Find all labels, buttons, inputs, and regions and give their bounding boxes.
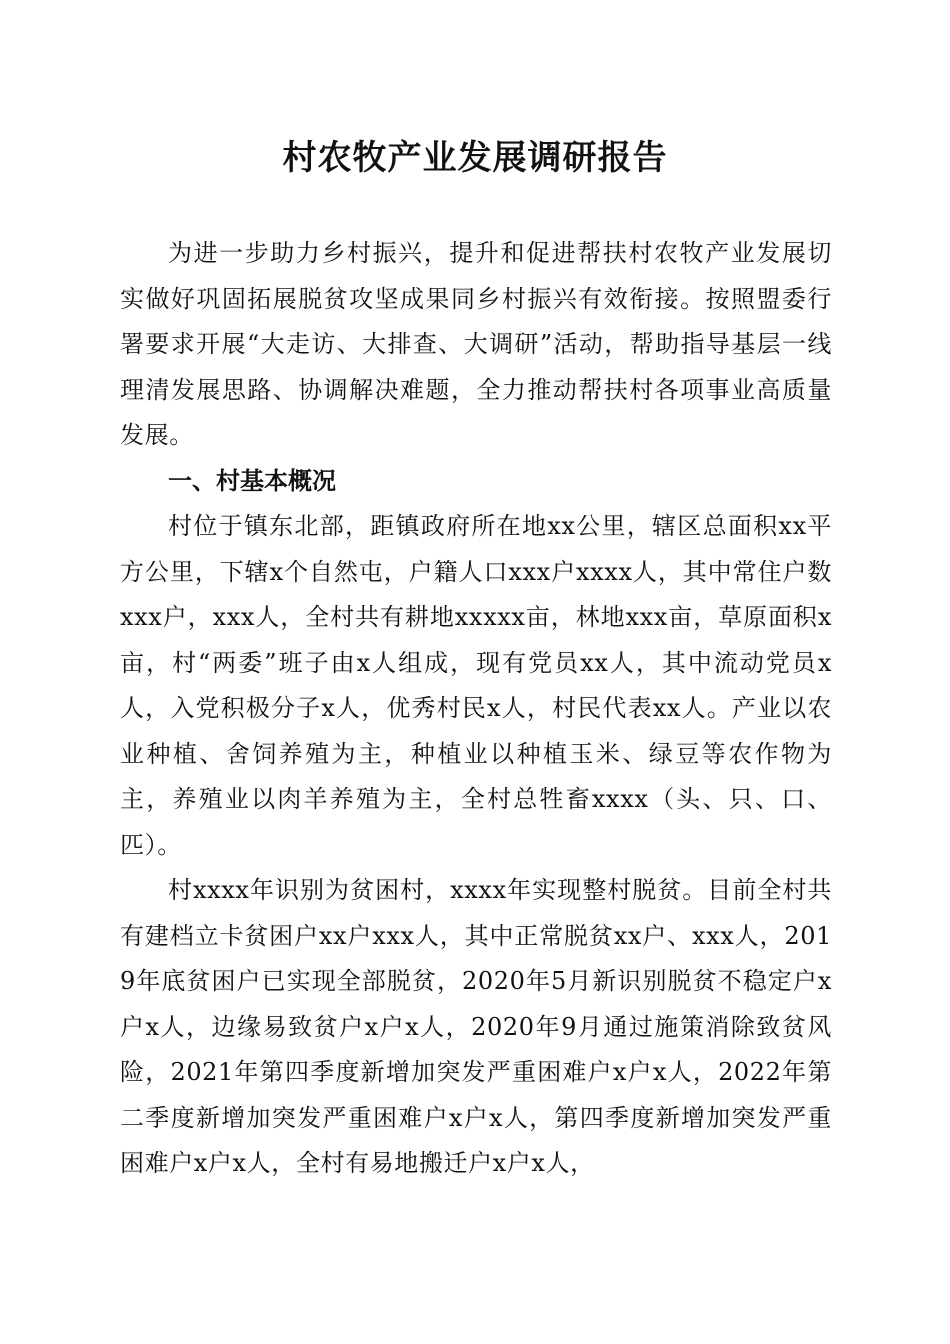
document-title: 村农牧产业发展调研报告	[282, 138, 668, 178]
overview-paragraph-1: 村位于镇东北部，距镇政府所在地xx公里，辖区总面积xx平方公里，下辖x个自然屯，户籍人口xxx户xxxx人，其中常住户数xxx户，xxx人，全村共有耕地xxxxx亩，林地xxx亩，草原面积x亩，村“两委”班子由x人组成，现有党员xx人，其中流动党员x人，入党积极分子x人，优秀村民x人，村民代表xx人。产业以农业种植、舍饲养殖为主，种植业以种植玉米、绿豆等农作物为主，养殖业以肉羊养殖为主，全村总牲畜xxxx（头、只、口、匹）。	[120, 512, 832, 859]
overview-paragraph-2: 村xxxx年识别为贫困村，xxxx年实现整村脱贫。目前全村共有建档立卡贫困户xx户xxx人，其中正常脱贫xx户、xxx人，2019年底贫困户已实现全部脱贫，2020年5月新识别脱贫不稳定户x户x人，边缘易致贫户x户x人，2020年9月通过施策消除致贫风险，2021年第四季度新增加突发严重困难户x户x人，2022年第二季度新增加突发严重困难户x户x人，第四季度新增加突发严重困难户x户x人，全村有易地搬迁户x户x人，	[120, 876, 832, 1177]
document-body	[120, 231, 832, 1187]
section-heading-basic-overview: 一、村基本概况	[168, 466, 336, 495]
intro-paragraph: 为进一步助力乡村振兴，提升和促进帮扶村农牧产业发展切实做好巩固拓展脱贫攻坚成果同乡村振兴有效衔接。按照盟委行署要求开展“大走访、大排查、大调研”活动，帮助指导基层一线理清发展思路、协调解决难题，全力推动帮扶村各项事业高质量发展。	[120, 239, 832, 449]
